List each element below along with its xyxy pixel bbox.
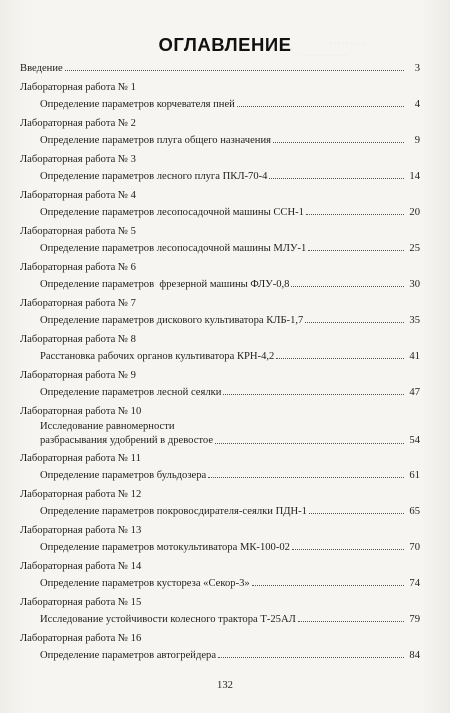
toc-page-number: 61 <box>409 470 420 481</box>
dot-leader <box>276 358 404 359</box>
lab-header: Лабораторная работа № 13 <box>20 525 142 536</box>
lab-header: Лабораторная работа № 16 <box>20 633 142 644</box>
toc-page-number: 65 <box>409 506 420 517</box>
bleed-through-text: · · · · · · · · · · · · <box>300 52 348 60</box>
dot-leader <box>305 322 404 323</box>
toc-entry-lab-13[interactable] <box>20 539 420 556</box>
toc-entry-label: Определение параметров лесопосадочной машины ССН-1 <box>40 207 304 218</box>
dot-leader <box>298 621 404 622</box>
toc-entry-label: Определение параметров бульдозера <box>40 470 207 481</box>
toc-entry-lab-9[interactable] <box>20 384 420 401</box>
toc-page-number: 4 <box>414 99 420 110</box>
toc-entry-label: Определение параметров плуга общего назначения <box>40 135 271 146</box>
toc-entry-lab-7[interactable] <box>20 312 420 329</box>
toc-entry-label: Определение параметров покровосдирателя-сеялки ПДН-1 <box>40 506 307 517</box>
toc-page-number: 47 <box>409 387 420 398</box>
lab-header: Лабораторная работа № 5 <box>20 226 136 237</box>
lab-header: Лабораторная работа № 7 <box>20 298 136 309</box>
lab-header: Лабораторная работа № 6 <box>20 262 136 273</box>
toc-entry-lab-6[interactable] <box>20 276 420 293</box>
toc-entry-label: Определение параметров лесной сеялки <box>40 387 222 398</box>
dot-leader <box>223 394 404 395</box>
toc-entry-label: Определение параметров корчевателя пней <box>40 99 235 110</box>
toc-page-number: 35 <box>409 315 420 326</box>
lab-header: Лабораторная работа № 12 <box>20 489 142 500</box>
dot-leader <box>237 106 404 107</box>
toc-entry-label: Определение параметров кустореза «Секор-3» <box>40 578 250 589</box>
toc-entry-lab-2[interactable] <box>20 132 420 149</box>
lab-header: Лабораторная работа № 4 <box>20 190 136 201</box>
toc-entry-label: Определение параметров автогрейдера <box>40 650 217 661</box>
toc-entry-lab-3[interactable] <box>20 168 420 185</box>
lab-header: Лабораторная работа № 14 <box>20 561 142 572</box>
dot-leader <box>306 214 404 215</box>
dot-leader <box>215 443 404 444</box>
toc-page-number: 54 <box>409 435 420 446</box>
toc-entry-label-line-1: Исследование равномерности <box>40 421 175 432</box>
lab-header: Лабораторная работа № 3 <box>20 154 136 165</box>
dot-leader <box>218 657 404 658</box>
toc-entry-lab-5[interactable] <box>20 240 420 257</box>
dot-leader <box>292 549 404 550</box>
dot-leader <box>309 513 404 514</box>
toc-entry-intro[interactable] <box>20 60 420 77</box>
page-number: 132 <box>217 680 233 691</box>
toc-page-number: 14 <box>409 171 420 182</box>
toc-page-number: 84 <box>409 650 420 661</box>
dot-leader <box>269 178 404 179</box>
dot-leader <box>291 286 404 287</box>
toc-entry-label: Исследование устойчивости колесного трактора Т-25АЛ <box>40 614 296 625</box>
dot-leader <box>208 477 404 478</box>
table-of-contents <box>20 60 420 664</box>
lab-header: Лабораторная работа № 10 <box>20 406 142 417</box>
toc-entry-label: Определение параметров дискового культиватора КЛБ-1,7 <box>40 315 304 326</box>
page-title: ОГЛАВЛЕНИЕ <box>158 34 292 55</box>
toc-entry-label: Определение параметров лесного плуга ПКЛ-70-4 <box>40 171 268 182</box>
toc-entry-lab-1[interactable] <box>20 96 420 113</box>
toc-entry-label: Введение <box>20 63 63 74</box>
toc-entry-lab-10[interactable] <box>20 420 420 448</box>
toc-page-number: 25 <box>409 243 420 254</box>
toc-page-number: 30 <box>409 279 420 290</box>
toc-entry-label-line-2: разбрасывания удобрений в древостое <box>40 435 214 446</box>
toc-page-number: 9 <box>414 135 420 146</box>
toc-entry-lab-8[interactable] <box>20 348 420 365</box>
dot-leader <box>252 585 404 586</box>
toc-entry-label: Определение параметров фрезерной машины ФЛУ-0,8 <box>40 279 290 290</box>
toc-page-number: 20 <box>409 207 420 218</box>
toc-entry-lab-16[interactable] <box>20 647 420 664</box>
toc-page-number: 79 <box>409 614 420 625</box>
toc-page-number: 41 <box>409 351 420 362</box>
lab-header: Лабораторная работа № 8 <box>20 334 136 345</box>
toc-entry-lab-15[interactable] <box>20 611 420 628</box>
toc-entry-lab-14[interactable] <box>20 575 420 592</box>
lab-header: Лабораторная работа № 15 <box>20 597 142 608</box>
toc-entry-label: Определение параметров мотокультиватора МК-100-02 <box>40 542 290 553</box>
lab-header: Лабораторная работа № 2 <box>20 118 136 129</box>
dot-leader <box>65 70 404 71</box>
toc-page-number: 3 <box>414 63 420 74</box>
toc-page-number: 74 <box>409 578 420 589</box>
toc-entry-label: Определение параметров лесопосадочной машины МЛУ-1 <box>40 243 307 254</box>
toc-page-number: 70 <box>409 542 420 553</box>
lab-header: Лабораторная работа № 11 <box>20 453 141 464</box>
dot-leader <box>273 142 404 143</box>
bleed-through-text: · · · · · · · · · <box>330 40 365 48</box>
lab-header: Лабораторная работа № 9 <box>20 370 136 381</box>
toc-entry-lab-12[interactable] <box>20 503 420 520</box>
toc-entry-lab-4[interactable] <box>20 204 420 221</box>
toc-entry-label: Расстановка рабочих органов культиватора КРН-4,2 <box>40 351 275 362</box>
dot-leader <box>308 250 404 251</box>
lab-header: Лабораторная работа № 1 <box>20 82 136 93</box>
toc-entry-lab-11[interactable] <box>20 467 420 484</box>
